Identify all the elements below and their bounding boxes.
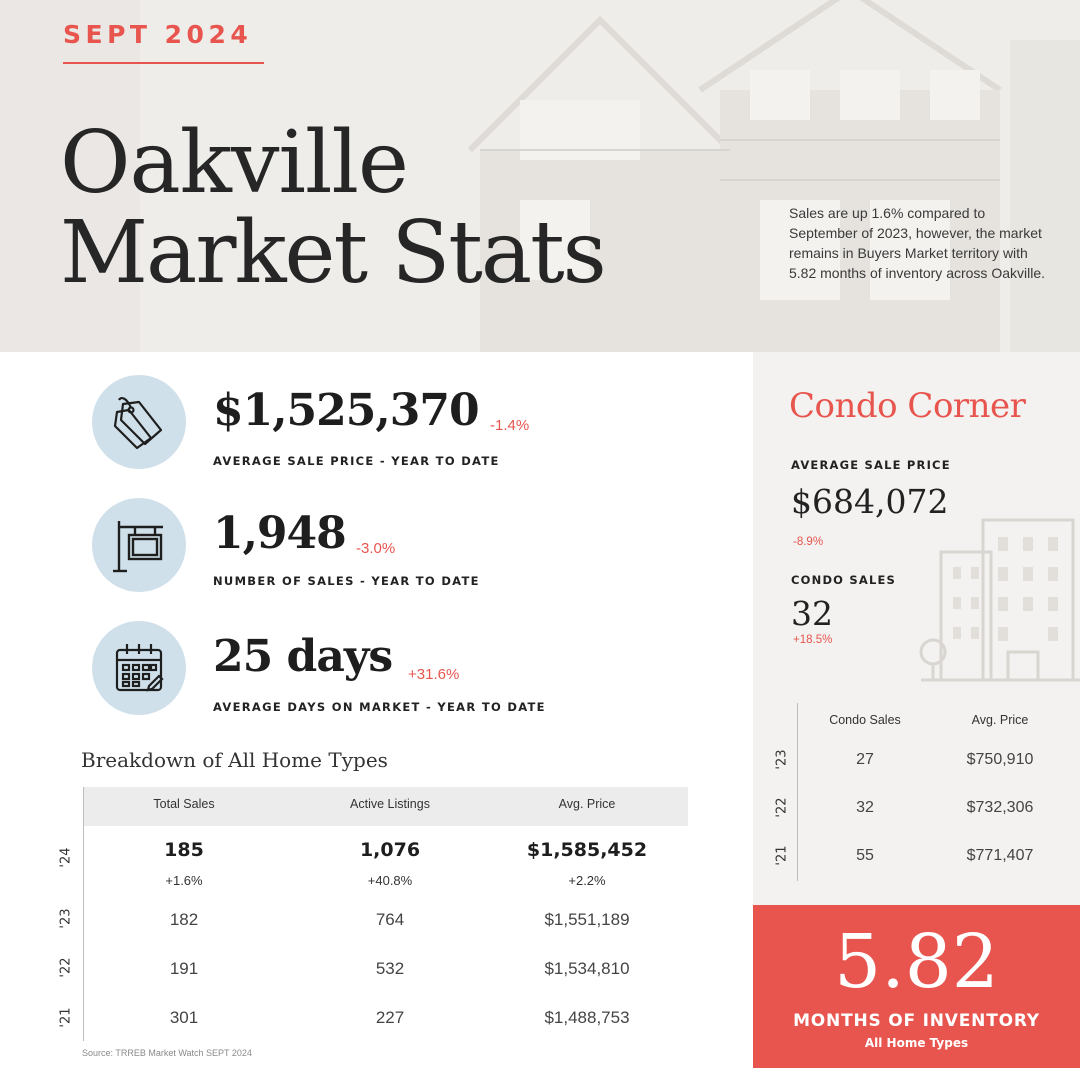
condo-column-header-sales: Condo Sales <box>829 713 901 727</box>
cell-2024-active-listings: 1,076 <box>359 839 421 861</box>
column-header-total-sales: Total Sales <box>153 797 215 811</box>
condo-corner-title: Condo Corner <box>789 386 1026 426</box>
number-of-sales-value: 1,948 <box>213 508 346 559</box>
months-of-inventory-label: MONTHS OF INVENTORY <box>793 1011 1040 1031</box>
condo-column-header-avg-price: Avg. Price <box>971 713 1029 727</box>
condo-table-axis <box>797 703 798 881</box>
days-on-market-label: AVERAGE DAYS ON MARKET - YEAR TO DATE <box>213 700 546 714</box>
column-header-active-listings: Active Listings <box>350 797 430 811</box>
condo-cell-2021-avg-price: $771,407 <box>966 847 1034 864</box>
cell-2024-total-sales: 185 <box>164 839 204 861</box>
calendar-icon <box>109 638 169 698</box>
cell-2022-total-sales: 191 <box>169 959 199 978</box>
cell-2023-total-sales: 182 <box>169 910 199 929</box>
breakdown-axis <box>83 787 84 1041</box>
row-year-2021: '21 <box>58 1007 74 1028</box>
average-sale-price-change: -1.4% <box>490 417 530 434</box>
condo-cell-2022-avg-price: $732,306 <box>966 799 1034 816</box>
condo-avg-price-value: $684,072 <box>791 482 949 521</box>
condo-cell-2023-avg-price: $750,910 <box>966 751 1034 768</box>
condo-sales-label: CONDO SALES <box>791 573 897 587</box>
title-line-1: Oakville <box>60 113 408 213</box>
page-title <box>60 113 605 303</box>
average-sale-price-label: AVERAGE SALE PRICE - YEAR TO DATE <box>213 454 500 468</box>
condo-row-year-2021: '21 <box>774 845 790 866</box>
change-2024-avg-price: +2.2% <box>568 873 606 888</box>
column-header-avg-price: Avg. Price <box>558 797 616 811</box>
change-2024-active-listings: +40.8% <box>367 873 413 888</box>
cell-2024-avg-price: $1,585,452 <box>526 839 648 861</box>
condo-cell-2022-sales: 32 <box>856 799 874 816</box>
cell-2023-active-listings: 764 <box>375 910 405 929</box>
condo-sales-value: 32 <box>791 594 833 633</box>
date-underline <box>63 62 264 64</box>
source-note: Source: TRREB Market Watch SEPT 2024 <box>82 1048 252 1058</box>
number-of-sales-change: -3.0% <box>356 540 396 557</box>
cell-2022-active-listings: 532 <box>375 959 405 978</box>
breakdown-title: Breakdown of All Home Types <box>81 748 388 772</box>
cell-2021-avg-price: $1,488,753 <box>544 1008 630 1027</box>
number-of-sales-label: NUMBER OF SALES - YEAR TO DATE <box>213 574 480 588</box>
cell-2021-active-listings: 227 <box>375 1008 405 1027</box>
change-2024-total-sales: +1.6% <box>165 873 203 888</box>
condo-avg-price-change: -8.9% <box>793 536 824 548</box>
condo-row-year-2022: '22 <box>774 797 790 818</box>
days-on-market-value: 25 days <box>213 631 393 682</box>
condo-sales-change: +18.5% <box>793 634 833 646</box>
condo-row-year-2023: '23 <box>774 749 790 770</box>
title-line-2: Market Stats <box>60 203 605 303</box>
row-year-2022: '22 <box>58 957 74 978</box>
hero-banner <box>0 0 1080 352</box>
condo-avg-price-label: AVERAGE SALE PRICE <box>791 458 951 472</box>
row-year-2023: '23 <box>58 908 74 929</box>
market-summary: Sales are up 1.6% compared to September of 2023, however, the market remains in Buyers Market territory with 5.82 months of inventory across Oakville. <box>789 205 1046 281</box>
row-year-2024: '24 <box>58 847 74 868</box>
cell-2021-total-sales: 301 <box>169 1008 199 1027</box>
average-sale-price-value: $1,525,370 <box>213 385 479 436</box>
sale-sign-icon <box>109 515 169 575</box>
months-of-inventory-sublabel: All Home Types <box>864 1036 969 1050</box>
days-on-market-change: +31.6% <box>408 666 460 683</box>
months-of-inventory-value: 5.82 <box>834 919 999 1005</box>
months-of-inventory-panel <box>753 905 1080 1068</box>
condo-cell-2021-sales: 55 <box>856 847 874 864</box>
cell-2022-avg-price: $1,534,810 <box>544 959 630 978</box>
condo-cell-2023-sales: 27 <box>856 751 874 768</box>
report-date: SEPT 2024 <box>63 20 253 49</box>
cell-2023-avg-price: $1,551,189 <box>544 910 630 929</box>
price-tag-icon <box>109 392 169 452</box>
